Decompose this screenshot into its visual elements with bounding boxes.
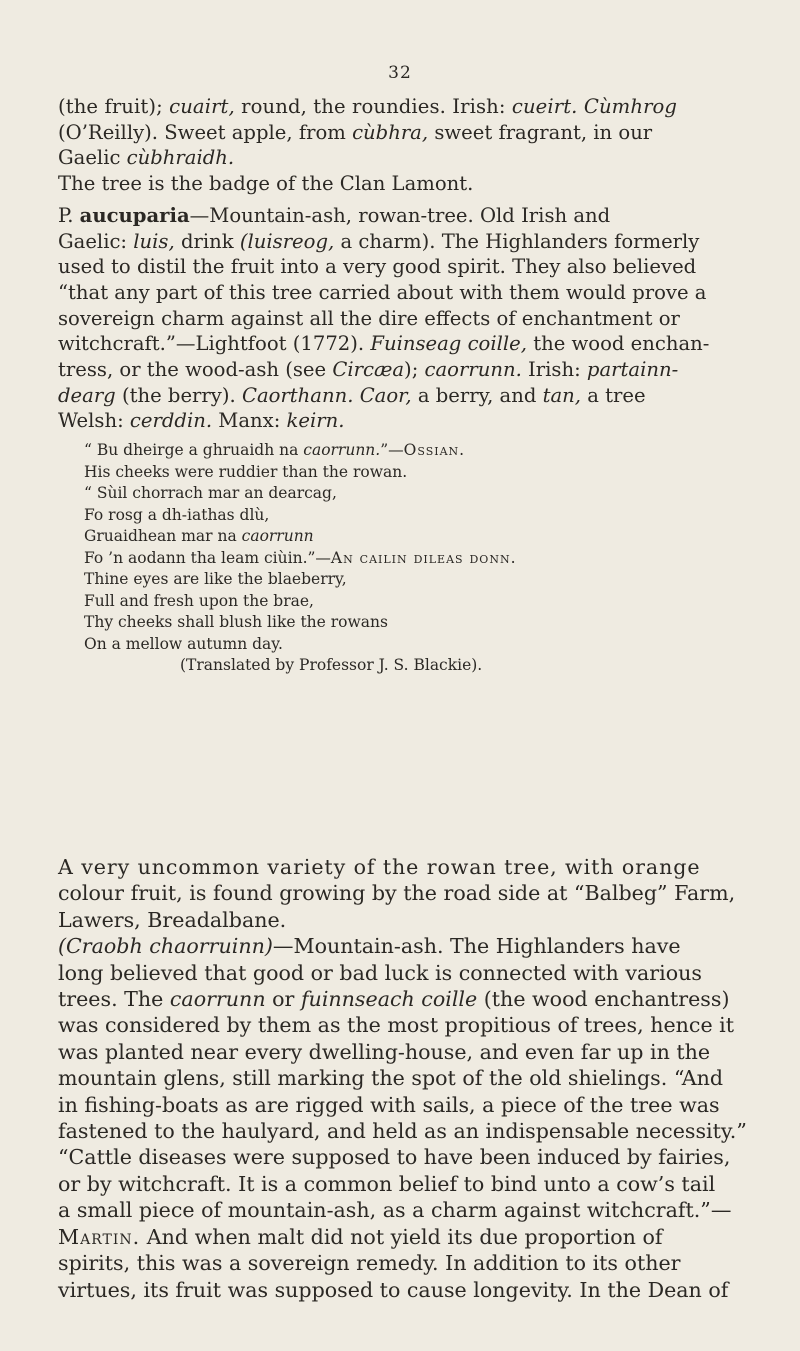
text-line — [58, 120, 748, 146]
welsh-term: cerddin. — [129, 409, 213, 433]
text-span: (the wood enchantress) — [477, 987, 730, 1012]
text-line — [58, 145, 748, 171]
irish-term: dearg — [58, 383, 116, 407]
verse-line — [84, 526, 748, 548]
text-span: (O’Reilly). Sweet apple, from — [58, 120, 353, 144]
irish-term: partainn- — [586, 358, 679, 382]
gaelic-term: cuairt, — [169, 95, 235, 118]
text-line: or by witchcraft. It is a common belief to bind unto a cow’s tail — [58, 1171, 716, 1196]
species-name: aucuparia — [79, 203, 190, 227]
text-span: And when malt did not yield its due proportion of — [140, 1224, 663, 1249]
text-span: Manx: — [212, 409, 287, 433]
verse-line — [84, 548, 748, 570]
gaelic-term: (Craobh chaorruinn) — [58, 934, 273, 959]
text-span: a charm). The Highlanders formerly — [334, 229, 700, 253]
text-line — [58, 331, 748, 357]
text-span: round, the roundies. Irish: — [234, 95, 512, 118]
text-line: mountain glens, still marking the spot of the old shielings. “And — [58, 1066, 724, 1091]
text-line — [58, 408, 748, 434]
text-line: The tree is the badge of the Clan Lamont. — [58, 172, 474, 196]
text-span: or — [265, 987, 301, 1012]
text-line: “that any part of this tree carried about with them would prove a — [58, 280, 707, 304]
text-span: P. — [58, 203, 80, 227]
gaelic-term: caorrunn. — [303, 441, 381, 460]
lower-text-block — [58, 854, 748, 1303]
irish-term: cueirt. — [511, 95, 578, 118]
verse-line — [84, 440, 748, 462]
author-citation: Martin. — [58, 1224, 141, 1249]
text-line: was planted near every dwelling-house, and even far up in the — [58, 1039, 711, 1064]
text-line: fastened to the haulyard, and held as an indispensable necessity.” — [58, 1119, 747, 1144]
text-line — [58, 933, 748, 959]
verse-line: Thy cheeks shall blush like the rowans — [84, 613, 388, 632]
verse-line: “ Sùil chorrach mar an dearcag, — [84, 484, 337, 503]
irish-term: Caorthann. — [241, 383, 354, 407]
text-span: —Mountain-ash, rowan-tree. Old Irish and — [189, 203, 611, 227]
text-span: Gaelic — [58, 146, 127, 170]
text-span: a tree — [581, 383, 646, 407]
text-span: Welsh: — [58, 409, 130, 433]
manx-term: keirn. — [286, 409, 345, 433]
text-line: in fishing-boats as are rigged with sails, a piece of the tree was — [58, 1092, 720, 1117]
gaelic-term: caorrunn — [241, 527, 314, 546]
text-span: “ Bu dheirge a ghruaidh na — [84, 441, 304, 460]
text-line: long believed that good or bad luck is connected with various — [58, 960, 702, 985]
text-span: ”— — [380, 441, 404, 460]
text-line — [58, 203, 748, 229]
upper-text-block — [58, 94, 748, 677]
gaelic-term: cùbhraidh. — [126, 146, 235, 170]
text-span: sweet fragrant, in our — [428, 120, 653, 144]
cross-reference: Circæa — [332, 358, 405, 382]
verse-line: Thine eyes are like the blaeberry, — [84, 570, 347, 589]
translation-credit: (Translated by Professor J. S. Blackie). — [180, 656, 483, 675]
irish-term: Cùmhrog — [583, 95, 678, 118]
gaelic-term: caorrunn. — [424, 358, 522, 382]
text-span: Gruaidhean mar na — [84, 527, 242, 546]
text-span: trees. The — [58, 987, 170, 1012]
verse-attribution: An cailin dileas donn. — [330, 548, 517, 567]
text-line — [58, 357, 748, 383]
text-span: (the berry). — [115, 383, 242, 407]
page-number: 32 — [388, 63, 412, 83]
verse-line: His cheeks were ruddier than the rowan. — [84, 462, 408, 481]
gaelic-term: cùbhra, — [352, 120, 429, 144]
text-line: spirits, this was a sovereign remedy. In addition to its other — [58, 1251, 681, 1276]
text-span: ); — [404, 358, 425, 382]
text-line — [58, 986, 748, 1012]
text-span: —Mountain-ash. The Highlanders have — [272, 934, 681, 959]
text-span: tress, or the wood-ash (see — [58, 358, 333, 382]
text-span: Irish: — [521, 358, 587, 382]
irish-term: tan, — [542, 383, 582, 407]
text-line: Lawers, Breadalbane. — [58, 907, 287, 932]
text-line: sovereign charm against all the dire effects of enchantment or — [58, 306, 680, 330]
verse-block — [58, 440, 748, 677]
text-line: “Cattle diseases were supposed to have been induced by fairies, — [58, 1145, 731, 1170]
verse-line: Fo rosg a dh-iathas dlù, — [84, 505, 270, 524]
verse-line: On a mellow autumn day. — [84, 634, 283, 653]
gaelic-term: Fuinseag coille, — [370, 332, 527, 356]
text-span: drink — [174, 229, 240, 253]
text-span: Gaelic: — [58, 229, 134, 253]
text-span: Fo ’n aodann tha leam ciùin.”— — [84, 548, 331, 567]
text-span: witchcraft.”—Lightfoot (1772). — [58, 332, 371, 356]
irish-term: Caor, — [359, 383, 412, 407]
gaelic-term: caorrunn — [169, 987, 266, 1012]
text-span: (the fruit); — [58, 95, 170, 118]
text-line — [58, 1224, 748, 1250]
text-span: a berry, and — [411, 383, 543, 407]
text-line: virtues, its fruit was supposed to cause longevity. In the Dean of — [58, 1277, 729, 1302]
verse-attribution: Ossian. — [403, 441, 466, 460]
text-line — [58, 94, 748, 120]
text-span: the wood enchan- — [526, 332, 710, 356]
text-line: a small piece of mountain-ash, as a charm against witchcraft.”— — [58, 1198, 732, 1223]
gaelic-term: fuinnseach coille — [300, 987, 478, 1012]
text-line: used to distil the fruit into a very good spirit. They also believed — [58, 255, 697, 279]
gaelic-term: luis, — [133, 229, 175, 253]
text-line — [58, 229, 748, 255]
text-line: A very uncommon variety of the rowan tree, with orange — [58, 855, 701, 879]
gaelic-term: (luisreog, — [239, 229, 335, 253]
verse-line: Full and fresh upon the brae, — [84, 591, 314, 610]
text-line: was considered by them as the most propitious of trees, hence it — [58, 1013, 735, 1038]
text-line: colour fruit, is found growing by the road side at “Balbeg” Farm, — [58, 881, 736, 906]
text-line — [58, 383, 748, 409]
